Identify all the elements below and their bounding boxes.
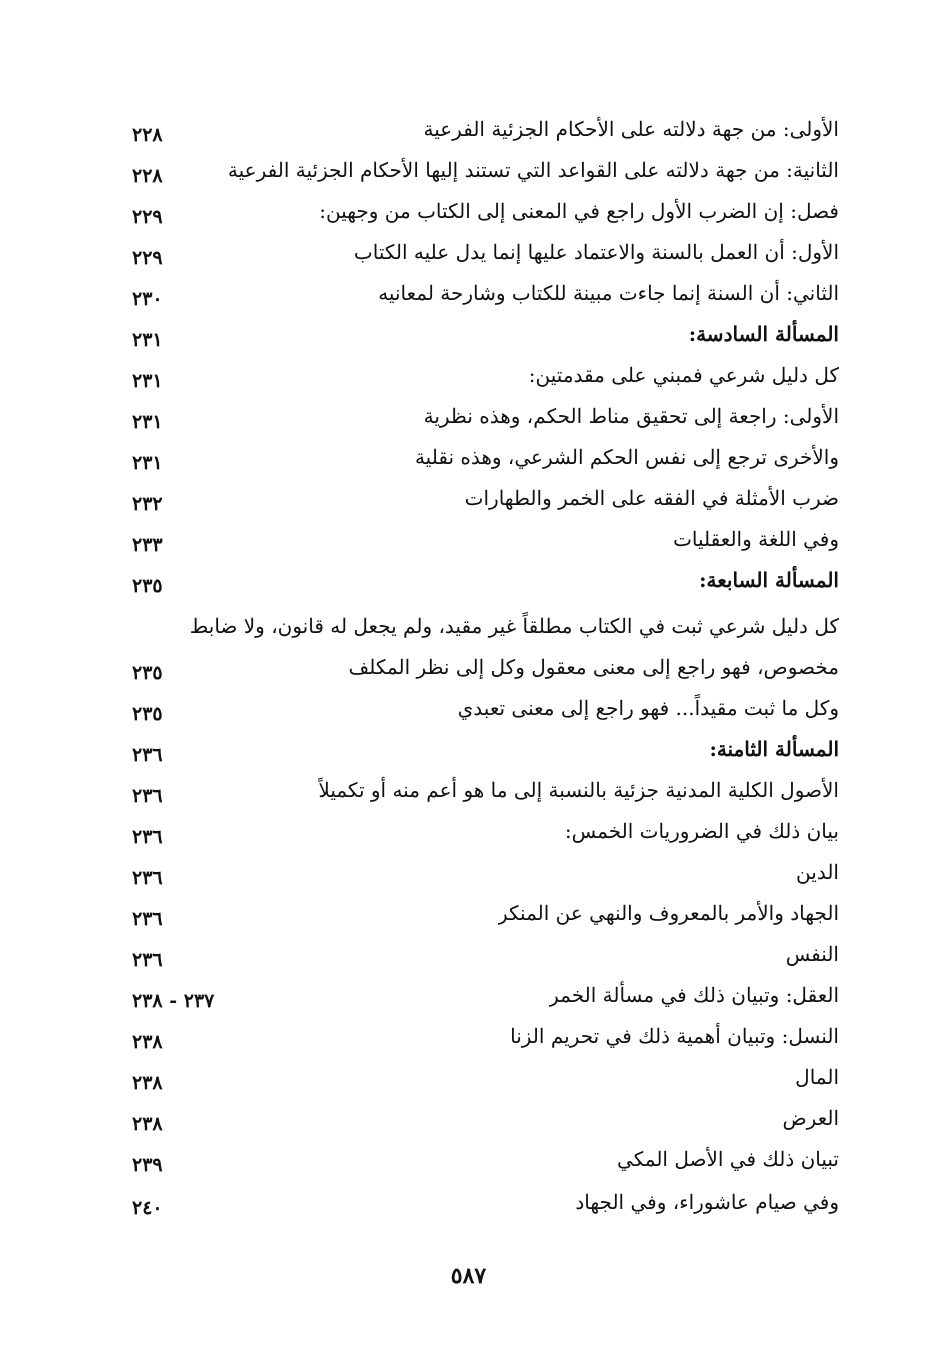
entry-title: وكل ما ثبت مقيداً... فهو راجع إلى معنى تعبدي [457,696,839,720]
entry-title: الأول: أن العمل بالسنة والاعتماد عليها إنما يدل عليه الكتاب [353,240,839,264]
toc-section-heading [0,565,937,605]
toc-entry [0,857,937,897]
entry-title: النفس [785,942,839,966]
entry-page-number: ٢٣٠ [132,288,163,310]
entry-page-number: ٢٣٦ [132,785,163,807]
section-heading: المسألة السابعة: [699,568,839,592]
entry-title: والأخرى ترجع إلى نفس الحكم الشرعي، وهذه نقلية [414,445,839,469]
toc-entry [0,816,937,856]
entry-page-number: ٢٣٩ [132,1154,163,1176]
toc-entry [0,114,937,154]
entry-title: الدين [796,860,839,884]
entry-title: ضرب الأمثلة في الفقه على الخمر والطهارات [464,486,839,510]
entry-title: الأولى: راجعة إلى تحقيق مناط الحكم، وهذه نظرية [423,404,839,428]
entry-page-number: ٢٣٦ [132,949,163,971]
entry-title: الجهاد والأمر بالمعروف والنهي عن المنكر [497,901,839,925]
toc-entry [0,196,937,236]
entry-page-number: ٢٣٨ [132,1113,163,1135]
entry-title: العرض [782,1106,839,1130]
entry-page-number: ٢٣٦ [132,908,163,930]
toc-entry [0,442,937,482]
toc-entry [0,693,937,733]
toc-entry [0,1144,937,1184]
entry-page-number: ٢٣٥ [132,662,163,684]
entry-page-number: ٢٣١ [132,329,163,351]
entry-page-number: ٢٣١ [132,452,163,474]
toc-entry [0,898,937,938]
toc-entry [0,1021,937,1061]
toc-section-heading [0,734,937,774]
entry-title: الأصول الكلية المدنية جزئية بالنسبة إلى ما هو أعم منه أو تكميلاً [318,778,839,802]
toc-entry [0,1062,937,1102]
toc-entry [0,278,937,318]
entry-title: تبيان ذلك في الأصل المكي [617,1147,839,1171]
entry-title: الأولى: من جهة دلالته على الأحكام الجزئية الفرعية [423,117,839,141]
entry-page-number: ٢٣٦ [132,867,163,889]
entry-title: كل دليل شرعي فمبني على مقدمتين: [528,363,839,387]
entry-page-number: ٢٣٨ [132,1031,163,1053]
entry-page-number: ٢٣٦ [132,744,163,766]
entry-title: مخصوص، فهو راجع إلى معنى معقول وكل إلى نظر المكلف [348,655,839,679]
toc-entry [0,652,937,692]
entry-page-number: ٢٣٣ [132,534,163,556]
entry-page-number: ٢٢٩ [132,206,163,228]
entry-title: المال [795,1065,839,1089]
toc-entry [0,1187,937,1227]
toc-entry [0,775,937,815]
entry-title: فصل: إن الضرب الأول راجع في المعنى إلى الكتاب من وجهين: [319,199,839,223]
toc-section-heading [0,319,937,359]
entry-page-number: ٢٣٨ [132,1072,163,1094]
entry-title: الثاني: أن السنة إنما جاءت مبينة للكتاب وشارحة لمعانيه [378,281,839,305]
entry-page-number: ٢٣١ [132,370,163,392]
entry-page-number: ٢٢٩ [132,247,163,269]
entry-page-number: ٢٤٠ [132,1197,163,1219]
entry-title: العقل: وتبيان ذلك في مسألة الخمر [549,983,839,1007]
entry-page-number: ٢٢٨ [132,165,163,187]
entry-title: وفي اللغة والعقليات [673,527,839,551]
entry-title: الثانية: من جهة دلالته على القواعد التي تستند إليها الأحكام الجزئية الفرعية [227,158,839,182]
toc-entry [0,401,937,441]
entry-title: وفي صيام عاشوراء، وفي الجهاد [575,1190,839,1214]
toc-entry [0,155,937,195]
toc-entry [0,1103,937,1143]
entry-title: النسل: وتبيان أهمية ذلك في تحريم الزنا [510,1024,839,1048]
entry-title: بيان ذلك في الضروريات الخمس: [564,819,839,843]
entry-page-number: ٢٣٧ - ٢٣٨ [132,990,215,1012]
entry-page-number: ٢٣٢ [132,493,163,515]
entry-page-number: ٢٣١ [132,411,163,433]
toc-entry [0,237,937,277]
page-folio-number: ٥٨٧ [450,1263,487,1289]
toc-entry [0,524,937,564]
entry-page-number: ٢٢٨ [132,124,163,146]
entry-page-number: ٢٣٥ [132,575,163,597]
toc-entry [0,939,937,979]
toc-entry [0,980,937,1020]
section-heading: المسألة السادسة: [688,322,839,346]
entry-title: كل دليل شرعي ثبت في الكتاب مطلقاً غير مقيد، ولم يجعل له قانون، ولا ضابط [189,614,839,638]
toc-entry [0,611,937,651]
toc-entry [0,360,937,400]
entry-page-number: ٢٣٥ [132,703,163,725]
toc-entry [0,483,937,523]
section-heading: المسألة الثامنة: [709,737,839,761]
entry-page-number: ٢٣٦ [132,826,163,848]
